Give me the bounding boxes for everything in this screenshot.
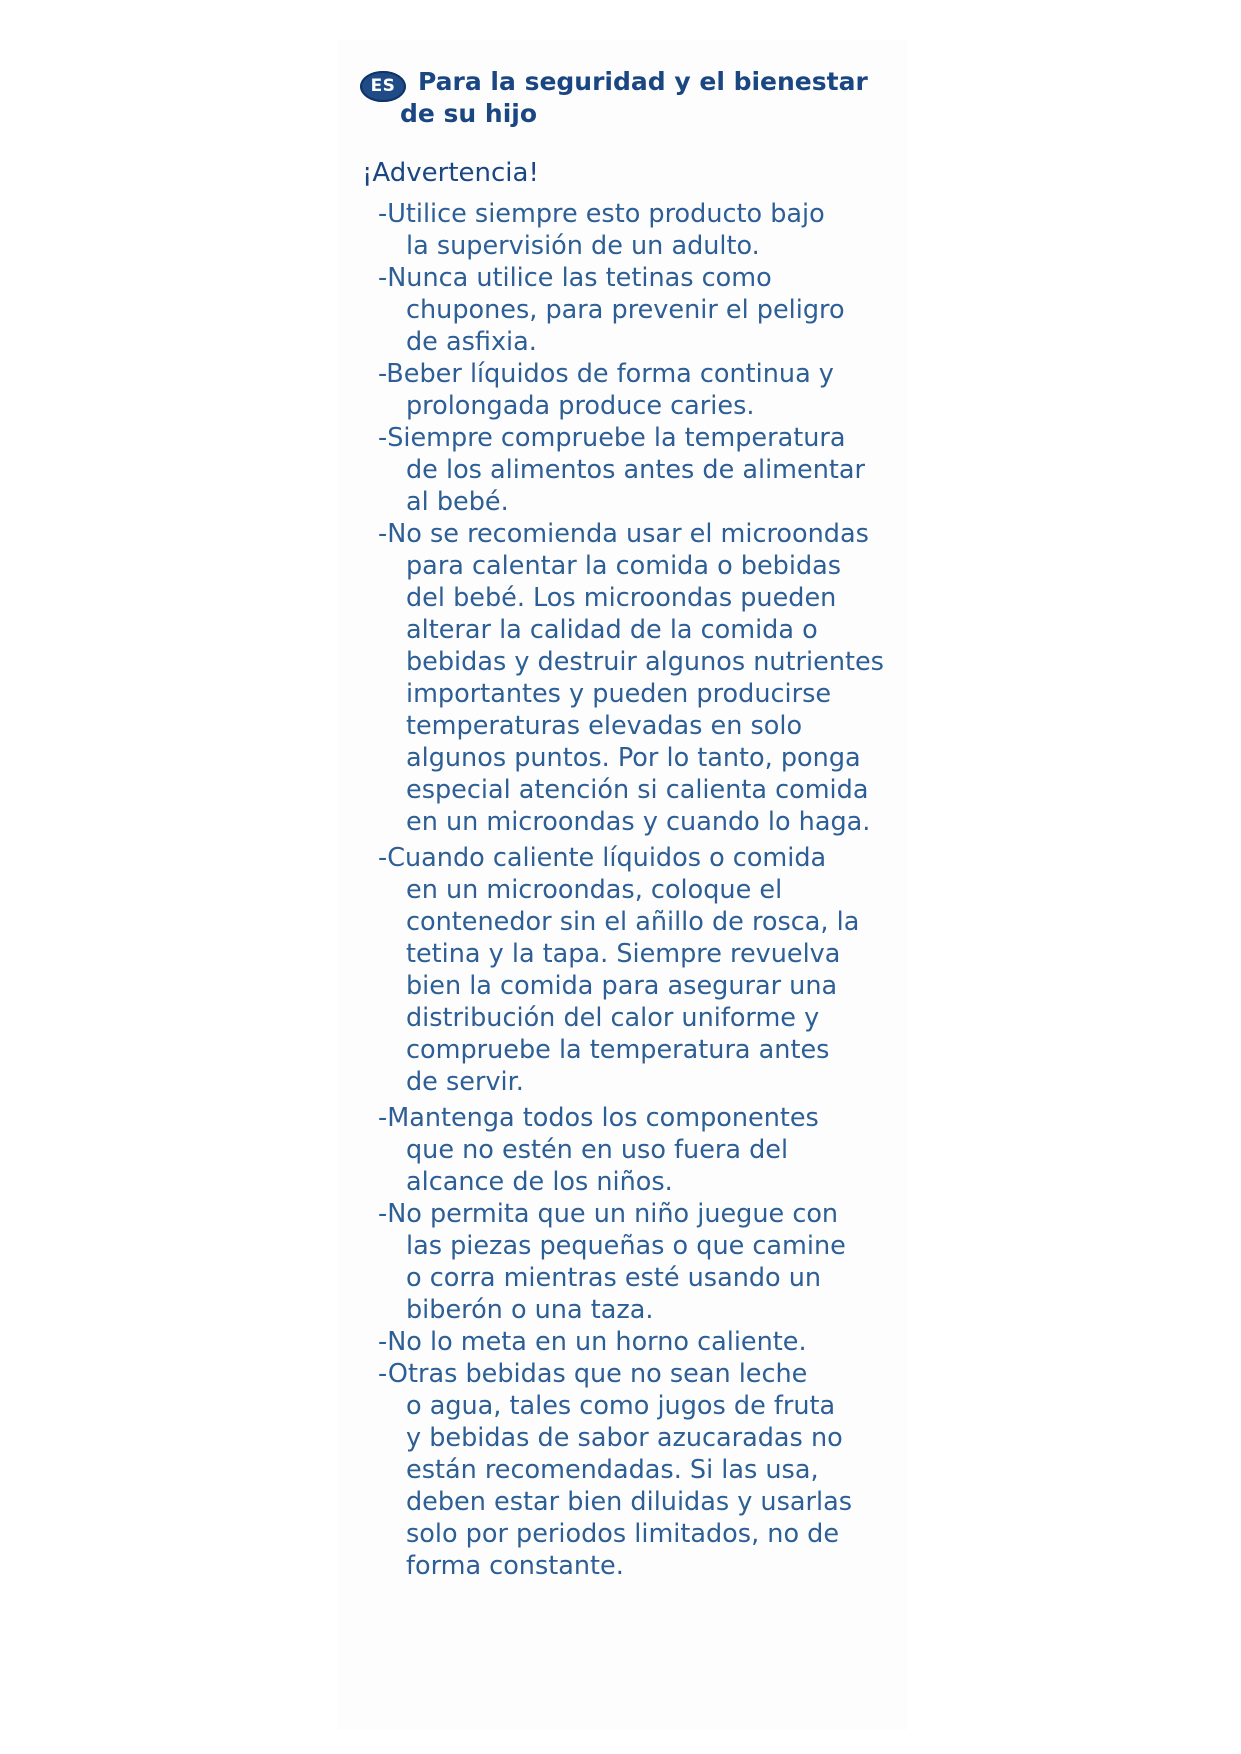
warning-line: que no estén en uso fuera del: [406, 1135, 789, 1165]
warning-line: temperaturas elevadas en solo: [406, 711, 803, 741]
warning-line: -No permita que un niño juegue con: [378, 1199, 839, 1229]
warning-item: [378, 1326, 898, 1358]
warning-line: las piezas pequeñas o que camine: [406, 1231, 846, 1261]
warning-item: [378, 842, 898, 1098]
warning-line: de servir.: [406, 1067, 524, 1097]
warning-line: -Utilice siempre esto producto bajo: [378, 199, 825, 229]
warning-line: de los alimentos antes de alimentar: [406, 455, 865, 485]
warning-line: importantes y pueden producirse: [406, 679, 832, 709]
warnings-list: [378, 198, 898, 1582]
warning-line: o agua, tales como jugos de fruta: [406, 1391, 836, 1421]
warning-line: biberón o una taza.: [406, 1295, 654, 1325]
page-title: [400, 66, 868, 130]
warning-line: -Cuando caliente líquidos o comida: [378, 843, 827, 873]
warning-line: alterar la calidad de la comida o: [406, 615, 818, 645]
warning-line: la supervisión de un adulto.: [406, 231, 760, 261]
warning-line: -Siempre compruebe la temperatura: [378, 423, 846, 453]
warning-line: -No lo meta en un horno caliente.: [378, 1327, 807, 1357]
warning-line: están recomendadas. Si las usa,: [406, 1455, 819, 1485]
warning-item: [378, 422, 898, 518]
warning-line: -Beber líquidos de forma continua y: [378, 359, 834, 389]
warning-line: en un microondas, coloque el: [406, 875, 783, 905]
warning-line: de asfixia.: [406, 327, 537, 357]
warning-line: forma constante.: [406, 1551, 624, 1581]
warning-line: -No se recomienda usar el microondas: [378, 519, 869, 549]
warning-line: bien la comida para asegurar una: [406, 971, 838, 1001]
warning-line: deben estar bien diluidas y usarlas: [406, 1487, 852, 1517]
warning-line: o corra mientras esté usando un: [406, 1263, 822, 1293]
warning-item: [378, 518, 898, 838]
warning-line: distribución del calor uniforme y: [406, 1003, 820, 1033]
warning-line: para calentar la comida o bebidas: [406, 551, 842, 581]
warning-line: -Nunca utilice las tetinas como: [378, 263, 772, 293]
warning-item: [378, 198, 898, 262]
warning-line: -Mantenga todos los componentes: [378, 1103, 819, 1133]
warning-line: -Otras bebidas que no sean leche: [378, 1359, 808, 1389]
warning-line: y bebidas de sabor azucaradas no: [406, 1423, 843, 1453]
warning-line: contenedor sin el añillo de rosca, la: [406, 907, 860, 937]
page-title-line-2: de su hijo: [400, 99, 538, 128]
warning-line: especial atención si calienta comida: [406, 775, 869, 805]
warning-line: algunos puntos. Por lo tanto, ponga: [406, 743, 861, 773]
warning-line: bebidas y destruir algunos nutrientes: [406, 647, 884, 677]
warning-item: [378, 262, 898, 358]
warning-line: tetina y la tapa. Siempre revuelva: [406, 939, 841, 969]
warning-line: solo por periodos limitados, no de: [406, 1519, 840, 1549]
language-badge: ES: [360, 71, 406, 102]
warning-item: [378, 1102, 898, 1198]
warning-item: [378, 1358, 898, 1582]
warning-line: alcance de los niños.: [406, 1167, 673, 1197]
warning-line: compruebe la temperatura antes: [406, 1035, 830, 1065]
warning-line: al bebé.: [406, 487, 509, 517]
warning-item: [378, 358, 898, 422]
warning-line: prolongada produce caries.: [406, 391, 755, 421]
warning-line: chupones, para prevenir el peligro: [406, 295, 845, 325]
warning-heading: ¡Advertencia!: [362, 158, 539, 188]
page-title-line-1: Para la seguridad y el bienestar: [418, 67, 868, 96]
warning-line: en un microondas y cuando lo haga.: [406, 807, 871, 837]
warning-line: del bebé. Los microondas pueden: [406, 583, 837, 613]
warning-item: [378, 1198, 898, 1326]
